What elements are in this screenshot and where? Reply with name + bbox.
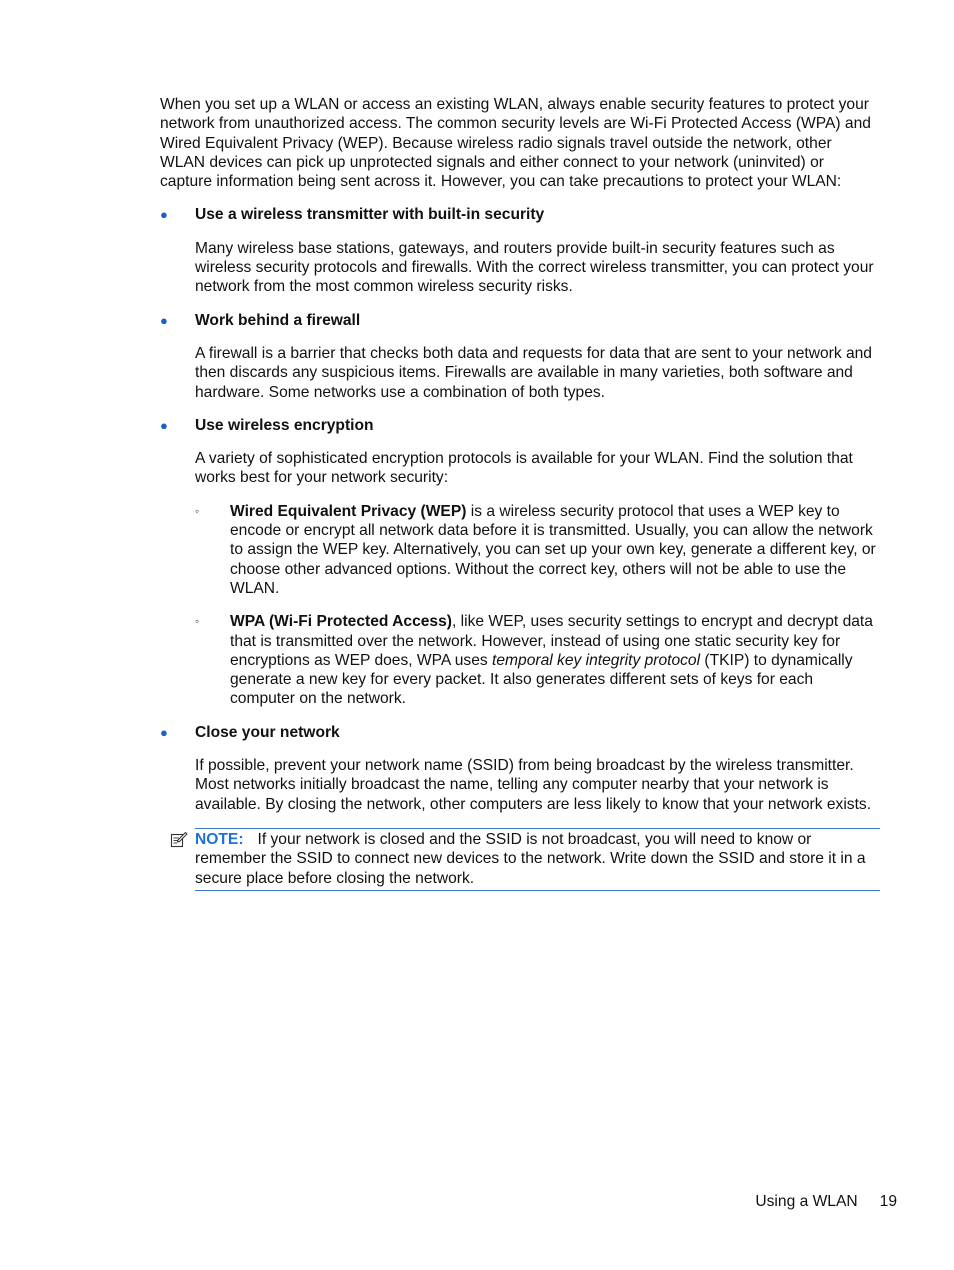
sub-item-text xyxy=(230,612,880,708)
bullet-marker: ● xyxy=(160,724,168,740)
bullet-heading: Close your network xyxy=(195,723,340,741)
bullet-body: Many wireless base stations, gateways, and routers provide built-in security features such as wireless security protocols and firewalls. With the correct wireless transmitter, you can protect your network from the most common wireless security risks. xyxy=(195,239,874,296)
page-content xyxy=(160,95,880,891)
note-pencil-icon xyxy=(170,831,188,849)
bullet-item-transmitter xyxy=(160,205,880,296)
note-box xyxy=(195,828,880,891)
wpa-description-start: , like WEP, uses security settings to encrypt and decrypt data that is transmitted over the network. However, instead of using one static security key for encryptions as WEP does, WPA uses xyxy=(230,613,873,669)
bullet-item-firewall xyxy=(160,311,880,402)
bullet-marker: ● xyxy=(160,312,168,328)
sub-item-text xyxy=(230,502,880,598)
page-number: 19 xyxy=(879,1193,897,1210)
bullet-item-close-network xyxy=(160,723,880,814)
bullet-heading: Use wireless encryption xyxy=(195,416,374,434)
bullet-marker: ● xyxy=(160,207,168,223)
wpa-description-end: (TKIP) to dynamically generate a new key for every packet. It also generates different sets of keys for each computer on the network. xyxy=(230,651,853,708)
tkip-term: temporal key integrity protocol xyxy=(492,651,701,669)
page-footer xyxy=(755,1192,897,1211)
bullet-marker: ● xyxy=(160,417,168,433)
bullet-heading: Use a wireless transmitter with built-in security xyxy=(195,206,545,224)
sub-bullet-marker: ◦ xyxy=(195,614,200,629)
sub-item-wep xyxy=(195,502,880,598)
footer-section-title: Using a WLAN xyxy=(755,1193,858,1210)
bullet-heading: Work behind a firewall xyxy=(195,311,361,329)
note-label: NOTE: xyxy=(195,830,244,848)
bullet-body: A firewall is a barrier that checks both data and requests for data that are sent to your network and then discards any suspicious items. Firewalls are available in many varieties, both software and hardware. Some networks use a combination of both types. xyxy=(195,344,872,401)
wpa-term: WPA (Wi-Fi Protected Access) xyxy=(230,613,452,631)
note-paragraph xyxy=(195,830,880,888)
intro-paragraph: When you set up a WLAN or access an existing WLAN, always enable security features to protect your network from unauthorized access. The common security levels are Wi-Fi Protected Access (WPA) and Wired Equivalent Privacy (WEP). Because wireless radio signals travel outside the network, other WLAN devices can pick up unprotected signals and either connect to your network (uninvited) or capture information being sent across it. However, you can take precautions to protect your WLAN: xyxy=(160,96,871,191)
sub-bullet-marker: ◦ xyxy=(195,503,200,518)
wep-term: Wired Equivalent Privacy (WEP) xyxy=(230,502,467,520)
bullet-item-encryption xyxy=(160,416,880,709)
note-text: If your network is closed and the SSID is not broadcast, you will need to know or remember the SSID to connect new devices to the network. Write down the SSID and store it in a secure place before closing the network. xyxy=(195,830,866,887)
sub-item-wpa xyxy=(195,612,880,708)
wep-description: is a wireless security protocol that uses a WEP key to encode or encrypt all network data before it is transmitted. Usually, you can allow the network to assign the WEP key. Alternatively, you can set up your own key, generate a different key, or choose other advanced options. Without the correct key, others will not be able to use the WLAN. xyxy=(230,502,876,597)
bullet-body: A variety of sophisticated encryption protocols is available for your WLAN. Find the solution that works best for your network security: xyxy=(195,450,853,487)
bullet-body: If possible, prevent your network name (SSID) from being broadcast by the wireless transmitter. Most networks initially broadcast the name, telling any computer nearby that your network is available. By closing the network, other computers are less likely to know that your network exists. xyxy=(195,757,872,813)
